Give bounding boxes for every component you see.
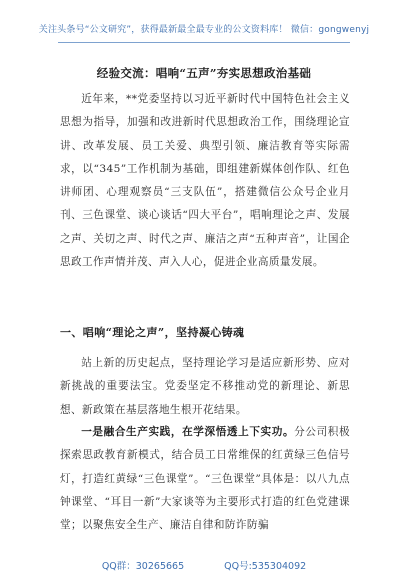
intro-paragraph: 近年来，**党委坚持以习近平新时代中国特色社会主义思想为指导，加强和改进新时代思想政治工作，围绕理论宣讲、改革发展、员工关爱、典型引领、廉洁教育等实际需求，以“345”工作机制为基础，即组建新媒体创作队、红色讲师团、心理观察员“三支队伍”，搭建微信公众号企业月刊、三色课堂、谈心谈话“四大平台”，唱响理论之声、发展之声、关切之声、时代之声、廉洁之声“五种声音”，让国企思政工作声情并茂、声入人心，促进企业高质量发展。: [60, 93, 350, 269]
header-divider: [58, 42, 350, 43]
footer-contact: [0, 558, 408, 572]
point-1-body: 分公司积极探索思政教育新模式，结合员工日常维保的红黄绿三色信号灯，打造红黄绿“三色课堂”。“三色课堂”具体是：以八九点钟课堂、“耳目一新”大家谈等为主要形式打造的红色党建课堂；以聚焦安全生产、廉洁自律和防诈防骗: [60, 426, 350, 532]
section-1-paragraph: 站上新的历史起点，坚持理论学习是适应新形势、应对新挑战的重要法宝。党委坚定不移推动党的新理论、新思想、新政策在基层落地生根开花结果。: [60, 357, 350, 416]
point-1-lead: 一是融合生产实践，在学深悟透上下实功。: [81, 426, 295, 438]
section-heading-1: 一、唱响“理论之声”，坚持凝心铸魂: [60, 326, 245, 339]
point-1-paragraph: [60, 421, 350, 534]
document-title: 经验交流：唱响“五声”夯实思想政治基础: [96, 66, 312, 80]
footer-qq-group: QQ群：30265665: [101, 561, 185, 572]
header-promo-banner: 关注头条号“公文研究”，获得最新最全最专业的公文资料库！ 微信：gongwenyj: [38, 25, 370, 35]
footer-qq: QQ号:535304092: [224, 561, 307, 572]
